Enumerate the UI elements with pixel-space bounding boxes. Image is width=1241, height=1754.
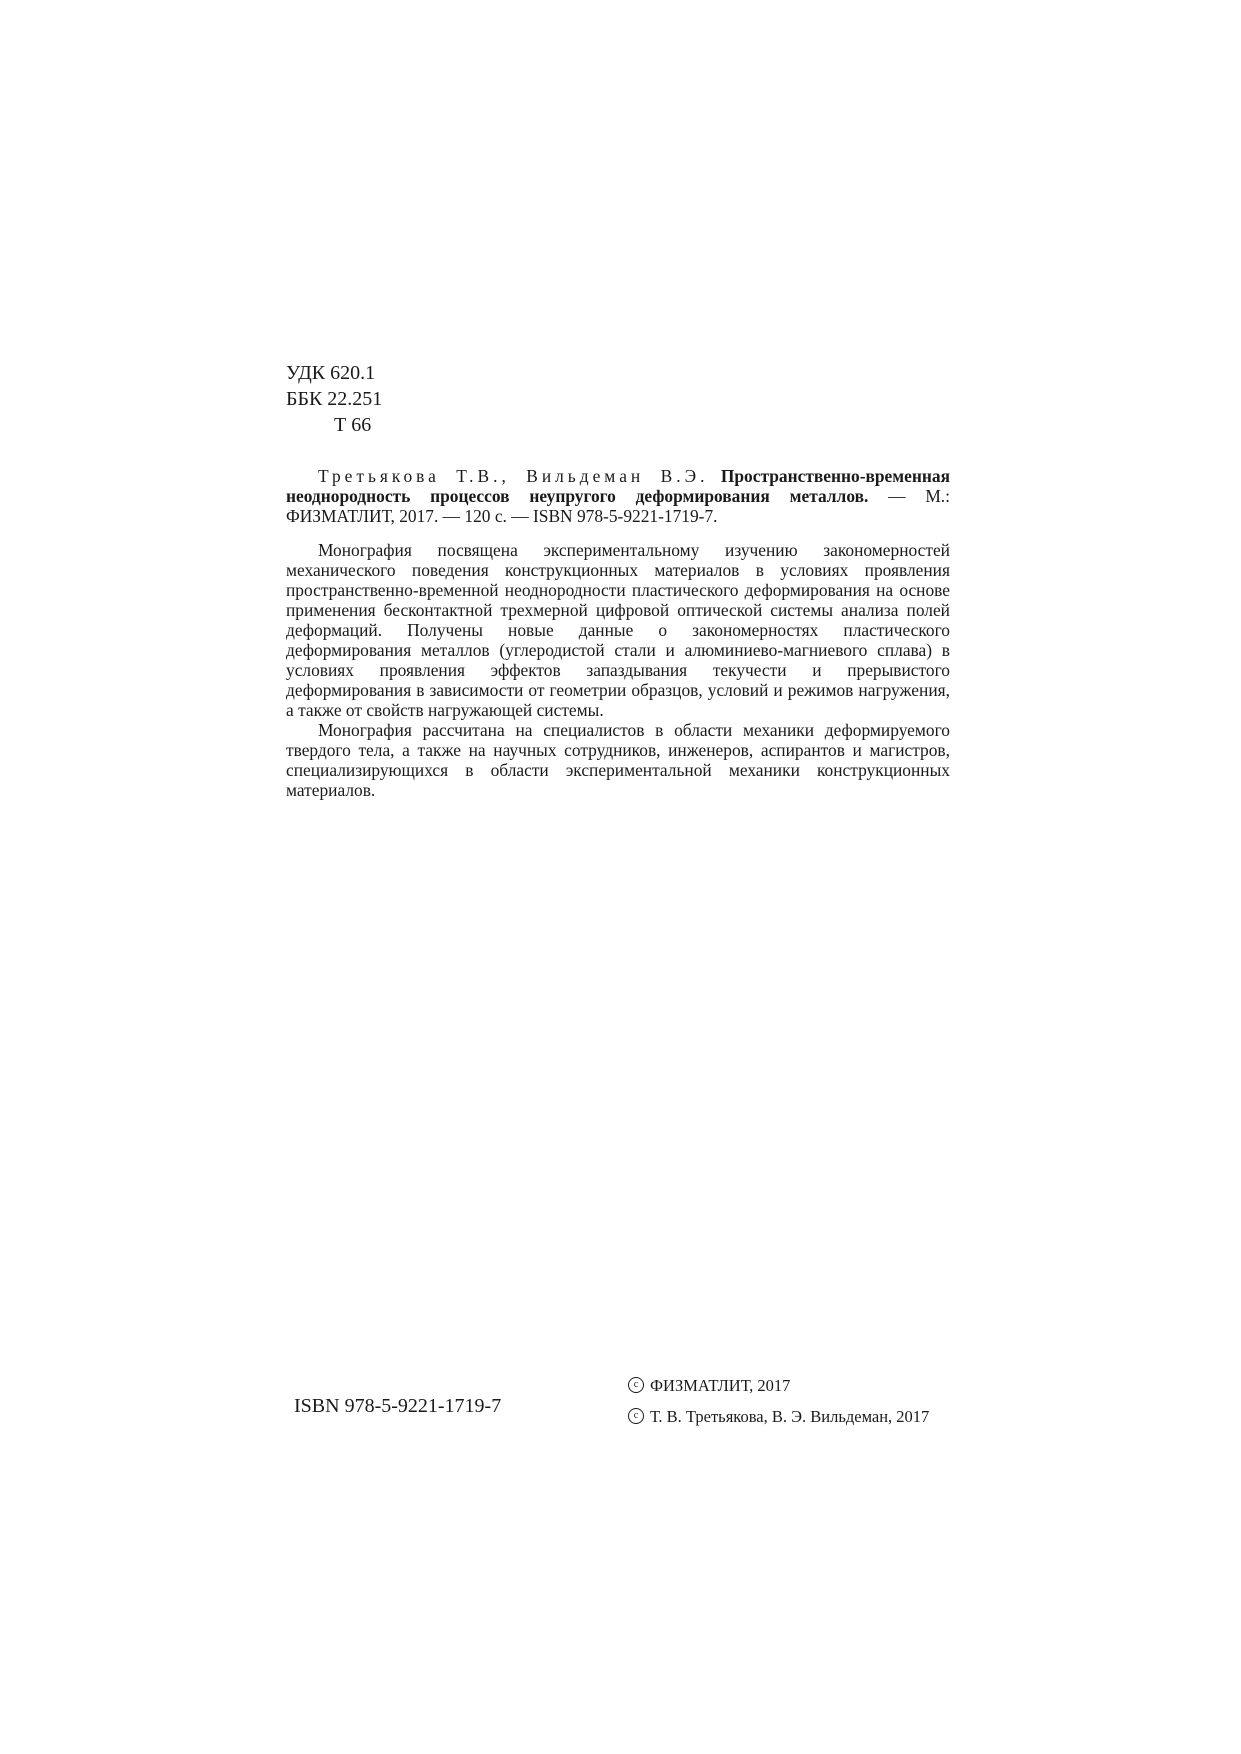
imprint-details: — М.: ФИЗМАТЛИТ, 2017. — 120 с. — ISBN 978-5-9221-1719-7.: [286, 485, 950, 526]
book-title: Пространственно-временная неоднородность процессов неупругого деформирования металлов.: [286, 466, 950, 506]
authors: Третьякова Т.В., Вильдеман В.Э.: [318, 466, 709, 486]
udk-code: УДК 620.1: [286, 362, 376, 384]
isbn: ISBN 978-5-9221-1719-7: [294, 1395, 502, 1417]
copyright-publisher: ФИЗМАТЛИТ, 2017: [650, 1376, 791, 1395]
copyright-authors: Т. В. Третьякова, В. Э. Вильдеман, 2017: [650, 1407, 930, 1426]
annotation-paragraph-2: Монография рассчитана на специалистов в области механики деформируемого твердого тела, а также на научных сотрудников, инженеров, аспирантов и магистров, специализирующихся в области экспериментальной механики конструкционных материалов.: [286, 720, 950, 800]
classification-block: [286, 360, 382, 438]
copyright-authors-line: [628, 1401, 929, 1432]
annotation: [286, 540, 950, 800]
bibliographic-record: [286, 467, 950, 526]
copyright-icon: c: [628, 1377, 644, 1393]
copyright-block: [628, 1370, 929, 1432]
copyright-publisher-line: [628, 1370, 929, 1401]
author-mark: Т 66: [334, 414, 372, 436]
copyright-icon: c: [628, 1408, 644, 1424]
bbk-code: ББК 22.251: [286, 388, 383, 410]
annotation-paragraph-1: Монография посвящена экспериментальному изучению закономерностей механического поведения конструкционных материалов в условиях проявления пространственно-временной неоднородности пластического деформирования на основе применения бесконтактной трехмерной цифровой оптической системы анализа полей деформаций. Получены новые данные о закономерностях пластического деформирования металлов (углеродистой стали и алюминиево-магниевого сплава) в условиях проявления эффектов запаздывания текучести и прерывистого деформирования в зависимости от геометрии образцов, условий и режимов нагружения, а также от свойств нагружающей системы.: [286, 540, 950, 720]
